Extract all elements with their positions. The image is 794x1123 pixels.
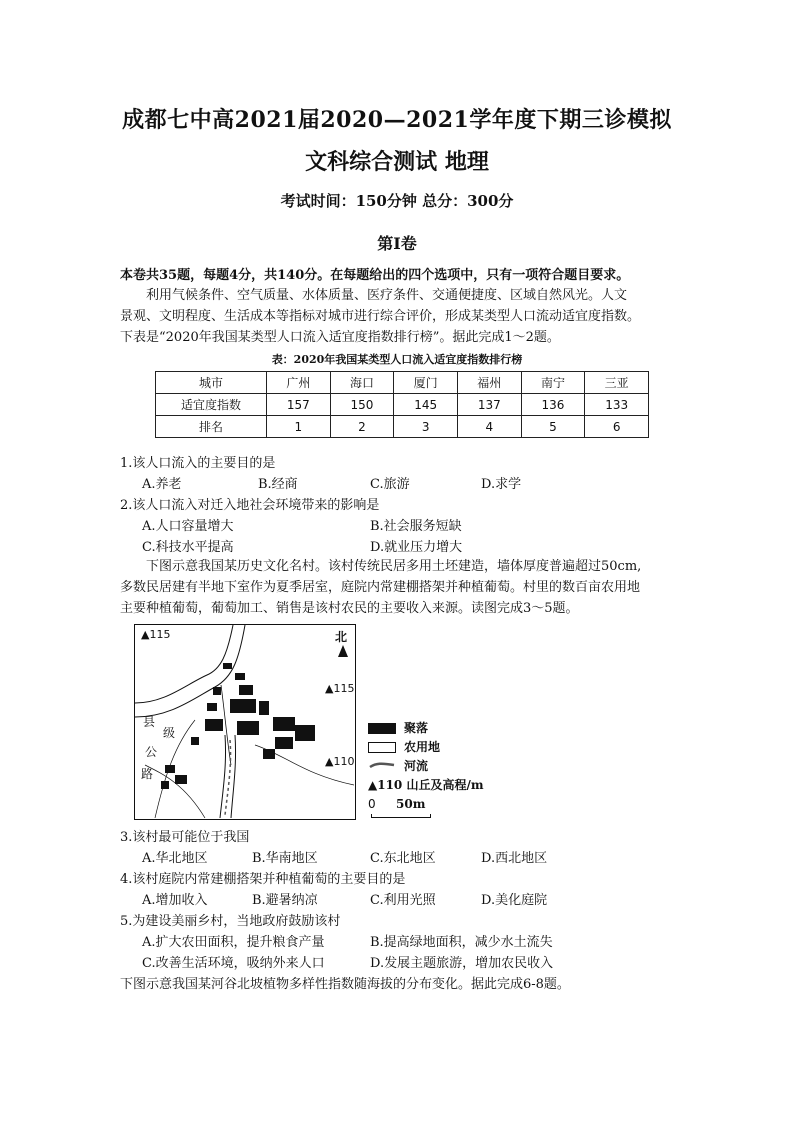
exam-subtitle: 文科综合测试 地理 <box>305 149 489 175</box>
option-b[interactable]: B.经商 <box>258 477 298 492</box>
village-map <box>134 624 356 820</box>
option-a[interactable]: A.华北地区 <box>142 851 208 866</box>
option-c[interactable]: C.科技水平提高 <box>142 540 234 555</box>
table-row <box>156 372 649 394</box>
road-label-char: 县 <box>143 715 156 729</box>
question-4: 4.该村庭院内常建棚搭架并种植葡萄的主要目的是 <box>120 872 406 887</box>
index-cell: 133 <box>585 394 649 416</box>
settlement-block <box>207 703 217 711</box>
rank-cell: 5 <box>521 416 585 438</box>
settlement-block <box>235 673 245 680</box>
settlement-block <box>275 737 293 749</box>
north-arrow-icon <box>338 645 348 657</box>
settlement-block <box>175 775 187 784</box>
settlements <box>161 663 315 789</box>
city-cell: 广州 <box>267 372 331 394</box>
option-d[interactable]: D.美化庭院 <box>481 893 548 908</box>
river-bank <box>220 735 226 818</box>
legend-label: 河流 <box>404 759 429 773</box>
row-header: 城市 <box>156 372 267 394</box>
option-b[interactable]: B.华南地区 <box>252 851 318 866</box>
question-1: 1.该人口流入的主要目的是 <box>120 456 276 471</box>
passage-2-line: 下图示意我国某历史文化名村。该村传统民居多用土坯建造，墙体厚度普遍超过50cm, <box>146 559 642 574</box>
option-b[interactable]: B.社会服务短缺 <box>370 519 462 534</box>
rank-cell: 6 <box>585 416 649 438</box>
option-c[interactable]: C.东北地区 <box>370 851 436 866</box>
passage-1-line: 景观、文明程度、生活成本等指标对城市进行综合评价，形成某类型人口流动适宜度指数。 <box>120 309 641 324</box>
option-c[interactable]: C.改善生活环境，吸纳外来人口 <box>142 956 325 971</box>
table-row <box>156 394 649 416</box>
city-cell: 南宁 <box>521 372 585 394</box>
rank-cell: 2 <box>330 416 394 438</box>
river-swatch-icon <box>368 760 396 771</box>
settlement-block <box>259 701 269 715</box>
north-label: 北 <box>335 630 348 644</box>
city-cell: 福州 <box>457 372 521 394</box>
rank-cell: 3 <box>394 416 458 438</box>
settlement-block <box>213 687 221 695</box>
instructions: 本卷共35题，每题4分，共140分。在每题给出的四个选项中，只有一项符合题目要求。 <box>120 268 630 283</box>
index-cell: 145 <box>394 394 458 416</box>
table-caption: 表：2020年我国某类型人口流入适宜度指数排行榜 <box>271 353 523 366</box>
index-cell: 157 <box>267 394 331 416</box>
option-c[interactable]: C.利用光照 <box>370 893 436 908</box>
scale-zero: 0 <box>368 797 376 811</box>
settlement-block <box>230 699 256 713</box>
city-cell: 厦门 <box>394 372 458 394</box>
passage-2-line: 主要种植葡萄，葡萄加工、销售是该村农民的主要收入来源。读图完成3～5题。 <box>120 601 579 616</box>
option-c[interactable]: C.旅游 <box>370 477 410 492</box>
settlement-block <box>295 725 315 741</box>
rank-cell: 1 <box>267 416 331 438</box>
hill-peak-nw: ▲115 <box>141 628 171 641</box>
exam-title: 成都七中高2021届2020—2021学年度下期三诊模拟 <box>122 107 672 133</box>
city-cell: 海口 <box>330 372 394 394</box>
option-a[interactable]: A.增加收入 <box>142 893 208 908</box>
settlement-block <box>273 717 295 731</box>
passage-1 <box>120 285 680 348</box>
road-label-char: 路 <box>141 767 154 781</box>
question-5: 5.为建设美丽乡村，当地政府鼓励该村 <box>120 914 341 929</box>
scale-length: 50m <box>396 797 426 811</box>
legend-label: 聚落 <box>404 721 429 735</box>
table-row <box>156 416 649 438</box>
passage-1-line: 下表是“2020年我国某类型人口流入适宜度指数排行榜”。据此完成1～2题。 <box>120 330 560 345</box>
index-table <box>155 371 649 438</box>
passage-2 <box>120 556 680 619</box>
option-d[interactable]: D.西北地区 <box>481 851 548 866</box>
settlement-swatch-icon <box>368 723 396 734</box>
settlement-block <box>191 737 199 745</box>
settlement-block <box>263 749 275 759</box>
rank-cell: 4 <box>457 416 521 438</box>
settlement-block <box>205 719 223 731</box>
scale-bar <box>371 814 431 818</box>
passage-1-line: 利用气候条件、空气质量、水体质量、医疗条件、交通便捷度、区域自然风光。人文 <box>146 288 628 303</box>
question-2: 2.该人口流入对迁入地社会环境带来的影响是 <box>120 498 380 513</box>
section-heading: 第Ⅰ卷 <box>377 234 417 253</box>
option-a[interactable]: A.养老 <box>142 477 182 492</box>
settlement-block <box>237 721 259 735</box>
hill-peak-east: ▲115 <box>325 682 355 695</box>
passage-2-line: 多数民居建有半地下室作为夏季居室，庭院内常建棚搭架并种植葡萄。村里的数百亩农用地 <box>120 580 641 595</box>
option-d[interactable]: D.就业压力增大 <box>370 540 463 555</box>
city-cell: 三亚 <box>585 372 649 394</box>
settlement-block <box>223 663 232 669</box>
option-d[interactable]: D.发展主题旅游，增加农民收入 <box>370 956 554 971</box>
option-d[interactable]: D.求学 <box>481 477 522 492</box>
row-header: 排名 <box>156 416 267 438</box>
settlement-block <box>239 685 253 695</box>
option-a[interactable]: A.人口容量增大 <box>142 519 234 534</box>
exam-meta: 考试时间：150分钟 总分：300分 <box>280 192 514 210</box>
option-b[interactable]: B.提高绿地面积，减少水土流失 <box>370 935 553 950</box>
farmland-swatch-icon <box>368 742 396 753</box>
settlement-block <box>165 765 175 773</box>
index-cell: 136 <box>521 394 585 416</box>
index-cell: 137 <box>457 394 521 416</box>
road-label-char: 公 <box>145 745 158 759</box>
legend-label: ▲110 山丘及高程/m <box>368 778 484 792</box>
question-3: 3.该村最可能位于我国 <box>120 830 250 845</box>
passage-3: 下图示意我国某河谷北坡植物多样性指数随海拔的分布变化。据此完成6-8题。 <box>120 977 570 992</box>
row-header: 适宜度指数 <box>156 394 267 416</box>
index-cell: 150 <box>330 394 394 416</box>
settlement-block <box>161 781 169 789</box>
hill-peak-southeast: ▲110 <box>325 755 355 768</box>
village-map-drawing <box>135 625 354 818</box>
road-label-char: 级 <box>163 726 176 740</box>
river-bank <box>231 735 236 818</box>
option-a[interactable]: A.扩大农田面积，提升粮食产量 <box>142 935 325 950</box>
option-b[interactable]: B.避暑纳凉 <box>252 893 318 908</box>
legend-label: 农用地 <box>404 740 441 754</box>
